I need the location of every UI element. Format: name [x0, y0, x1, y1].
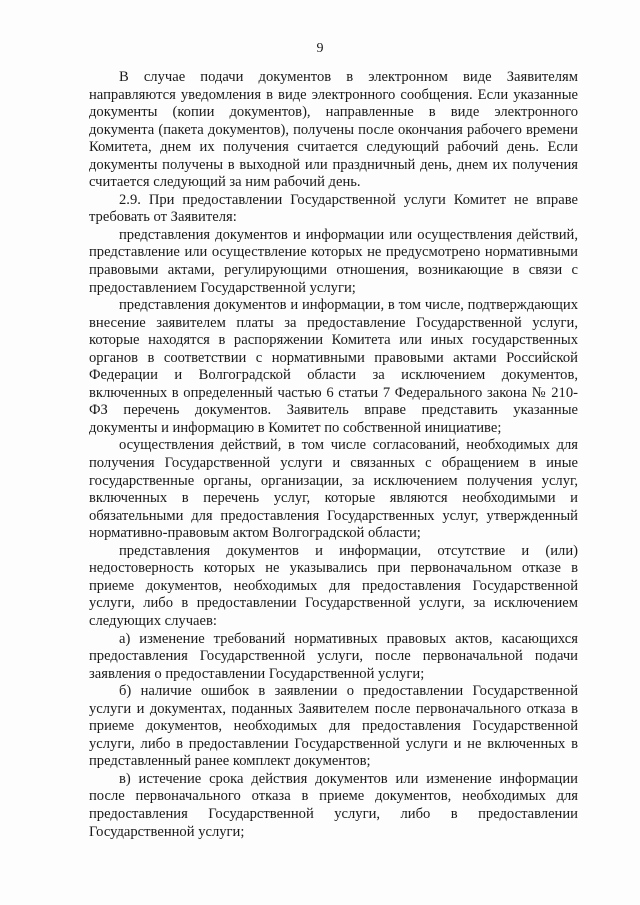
page-number: 9	[316, 41, 324, 56]
document-body	[89, 69, 578, 841]
paragraph-electronic-submission: В случае подачи документов в электронном виде Заявителям направляются уведомления в виде электронного сообщения. Если указанные документы (копии документов), направленные в виде электронного документа (пакета документов), получены после окончания рабочего времени Комитета, днем их получения считается следующий рабочий день. Если документы получены в выходной или праздничный день, днем их получения считается следующий за ним рабочий день.	[89, 69, 578, 191]
paragraph-documents-not-required: представления документов и информации или осуществления действий, представление или осуществление которых не предусмотрено нормативными правовыми актами, регулирующими отношения, возникающие в связи с предоставлением Государственной услуги;	[89, 226, 578, 296]
paragraph-case-c: в) истечение срока действия документов или изменение информации после первоначального отказа в приеме документов, необходимых для предоставления Государственной услуги, либо в предоставлении Государственной услуги;	[89, 770, 578, 840]
paragraph-case-b: б) наличие ошибок в заявлении о предоставлении Государственной услуги и документах, поданных Заявителем после первоначального отказа в приеме документов, необходимых для предоставления Государственной услуги, либо в предоставлении Государственной услуги и не включенных в представленный ранее комплект документов;	[89, 683, 578, 770]
paragraph-initial-refusal: представления документов и информации, отсутствие и (или) недостоверность которых не указывались при первоначальном отказе в приеме документов, необходимых для предоставления Государственной услуги, либо в предоставлении Государственной услуги, за исключением следующих случаев:	[89, 542, 578, 629]
paragraph-documents-in-possession: представления документов и информации, в том числе, подтверждающих внесение заявителем платы за предоставление Государственной услуги, которые находятся в распоряжении Комитета или иных государственных органов в соответствии с нормативными правовыми актами Российской Федерации и Волгоградской области за исключением документов, включенных в определенный частью 6 статьи 7 Федерального закона № 210-ФЗ перечень документов. Заявитель вправе представить указанные документы и информацию в Комитет по собственной инициативе;	[89, 297, 578, 436]
paragraph-case-a: а) изменение требований нормативных правовых актов, касающихся предоставления Государственной услуги, после первоначальной подачи заявления о предоставлении Государственной услуги;	[89, 630, 578, 682]
paragraph-section-2-9: 2.9. При предоставлении Государственной услуги Комитет не вправе требовать от Заявителя:	[89, 191, 578, 226]
paragraph-approvals: осуществления действий, в том числе согласований, необходимых для получения Государственной услуги и связанных с обращением в иные государственные органы, организации, за исключением получения услуг, включенных в перечень услуг, которые являются необходимыми и обязательными для предоставления Государственных услуг, утвержденный нормативно-правовым актом Волгоградской области;	[89, 437, 578, 542]
